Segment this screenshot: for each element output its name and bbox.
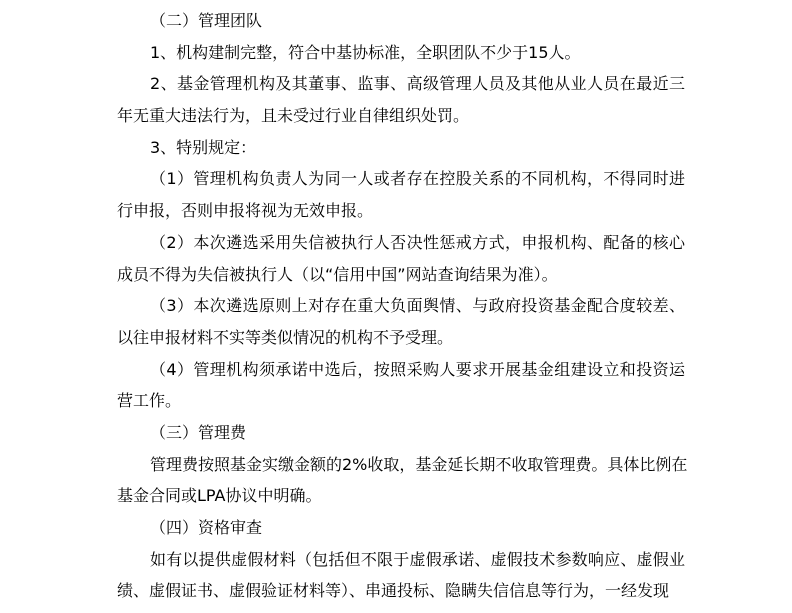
text-line: （3）本次遴选原则上对存在重大负面舆情、与政府投资基金配合度较差、 [150, 296, 685, 316]
paragraph [117, 449, 688, 512]
text-line: 以往申报材料不实等类似情况的机构不予受理。 [117, 327, 454, 347]
paragraph [117, 132, 685, 164]
text-line: 绩、虚假证书、虚假验证材料等）、串通投标、隐瞒失信信息等行为，一经发现 [117, 581, 670, 601]
text-line: 管理费按照基金实缴金额的2%收取，基金延长期不收取管理费。具体比例在 [150, 454, 688, 474]
text-line: 2、基金管理机构及其董事、监事、高级管理人员及其他从业人员在最近三 [150, 74, 685, 94]
text-line: （三）管理费 [150, 422, 247, 442]
paragraph [117, 354, 685, 417]
text-line: 成员不得为失信被执行人（以“信用中国”网站查询结果为准）。 [117, 264, 558, 284]
paragraph [117, 227, 685, 290]
paragraph [117, 544, 685, 607]
text-line: （四）资格审查 [150, 518, 263, 537]
paragraph [117, 163, 685, 226]
text-line: 1、机构建制完整，符合中基协标准，全职团队不少于15人。 [150, 42, 581, 62]
paragraph [117, 417, 685, 449]
text-line: 如有以提供虚假材料（包括但不限于虚假承诺、虚假技术参数响应、虚假业 [150, 549, 685, 569]
paragraph [117, 290, 685, 353]
paragraph [117, 68, 685, 131]
paragraph [117, 5, 685, 37]
paragraph [117, 512, 685, 544]
text-line: 3、特别规定： [150, 137, 257, 157]
document-body [117, 5, 688, 607]
paragraph [117, 37, 685, 69]
text-line: （4）管理机构须承诺中选后，按照采购人要求开展基金组建设立和投资运 [150, 359, 685, 379]
text-line: 基金合同或LPA协议中明确。 [117, 486, 322, 506]
text-line: 年无重大违法行为，且未受过行业自律组织处罚。 [117, 106, 470, 126]
text-line: 行申报，否则申报将视为无效申报。 [117, 201, 374, 221]
text-line: （二）管理团队 [150, 11, 263, 30]
text-line: （2）本次遴选采用失信被执行人否决性惩戒方式，申报机构、配备的核心 [150, 232, 685, 252]
text-line: （1）管理机构负责人为同一人或者存在控股关系的不同机构，不得同时进 [150, 169, 685, 189]
text-line: 营工作。 [117, 391, 182, 411]
